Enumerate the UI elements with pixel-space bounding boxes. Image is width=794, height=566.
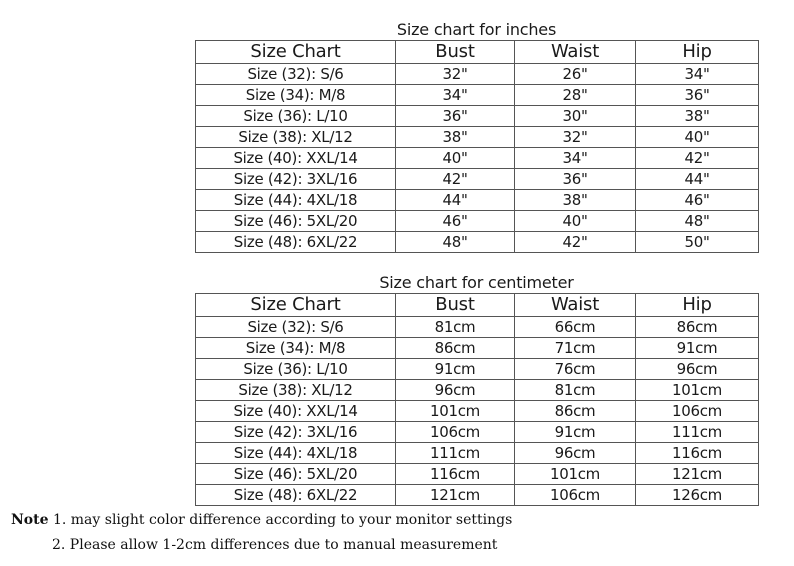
table-row — [196, 85, 759, 106]
header-hip: Hip — [636, 41, 759, 64]
hip-cell: 38" — [636, 106, 759, 127]
waist-cell: 71cm — [515, 338, 636, 359]
table-row — [196, 422, 759, 443]
size-cell: Size (36): L/10 — [196, 359, 396, 380]
bust-cell: 86cm — [396, 338, 515, 359]
waist-cell: 42" — [515, 232, 636, 253]
waist-cell: 66cm — [515, 317, 636, 338]
bust-cell: 48" — [396, 232, 515, 253]
hip-cell: 121cm — [636, 464, 759, 485]
waist-cell: 36" — [515, 169, 636, 190]
waist-cell: 81cm — [515, 380, 636, 401]
table-row — [196, 359, 759, 380]
note-text-1: 1. may slight color difference according to your monitor settings — [52, 512, 513, 528]
waist-cell: 34" — [515, 148, 636, 169]
waist-cell: 76cm — [515, 359, 636, 380]
table-header-row — [196, 294, 759, 317]
hip-cell: 116cm — [636, 443, 759, 464]
size-cell: Size (34): M/8 — [196, 338, 396, 359]
size-cell: Size (48): 6XL/22 — [196, 232, 396, 253]
size-cell: Size (46): 5XL/20 — [196, 464, 396, 485]
centimeter-size-table — [195, 293, 759, 506]
bust-cell: 121cm — [396, 485, 515, 506]
size-cell: Size (42): 3XL/16 — [196, 422, 396, 443]
hip-cell: 91cm — [636, 338, 759, 359]
size-cell: Size (44): 4XL/18 — [196, 190, 396, 211]
bust-cell: 91cm — [396, 359, 515, 380]
bust-cell: 44" — [396, 190, 515, 211]
table-header-row — [196, 41, 759, 64]
waist-cell: 28" — [515, 85, 636, 106]
bust-cell: 40" — [396, 148, 515, 169]
waist-cell: 40" — [515, 211, 636, 232]
table-row — [196, 485, 759, 506]
hip-cell: 86cm — [636, 317, 759, 338]
size-cell: Size (42): 3XL/16 — [196, 169, 396, 190]
header-bust: Bust — [396, 294, 515, 317]
hip-cell: 126cm — [636, 485, 759, 506]
hip-cell: 46" — [636, 190, 759, 211]
size-cell: Size (48): 6XL/22 — [196, 485, 396, 506]
bust-cell: 42" — [396, 169, 515, 190]
table-row — [196, 443, 759, 464]
note-line-2 — [52, 536, 497, 554]
table-row — [196, 338, 759, 359]
table-row — [196, 401, 759, 422]
size-cell: Size (38): XL/12 — [196, 380, 396, 401]
bust-cell: 46" — [396, 211, 515, 232]
bust-cell: 81cm — [396, 317, 515, 338]
bust-cell: 32" — [396, 64, 515, 85]
table-row — [196, 380, 759, 401]
bust-cell: 34" — [396, 85, 515, 106]
table-row — [196, 317, 759, 338]
bust-cell: 36" — [396, 106, 515, 127]
hip-cell: 50" — [636, 232, 759, 253]
size-cell: Size (38): XL/12 — [196, 127, 396, 148]
header-waist: Waist — [515, 294, 636, 317]
hip-cell: 36" — [636, 85, 759, 106]
waist-cell: 96cm — [515, 443, 636, 464]
hip-cell: 106cm — [636, 401, 759, 422]
size-cell: Size (46): 5XL/20 — [196, 211, 396, 232]
waist-cell: 106cm — [515, 485, 636, 506]
size-cell: Size (32): S/6 — [196, 317, 396, 338]
size-cell: Size (40): XXL/14 — [196, 148, 396, 169]
waist-cell: 86cm — [515, 401, 636, 422]
table-row — [196, 169, 759, 190]
waist-cell: 91cm — [515, 422, 636, 443]
size-cell: Size (44): 4XL/18 — [196, 443, 396, 464]
size-cell: Size (36): L/10 — [196, 106, 396, 127]
waist-cell: 30" — [515, 106, 636, 127]
waist-cell: 101cm — [515, 464, 636, 485]
table-row — [196, 190, 759, 211]
header-hip: Hip — [636, 294, 759, 317]
bust-cell: 106cm — [396, 422, 515, 443]
hip-cell: 48" — [636, 211, 759, 232]
note-text-2: 2. Please allow 1-2cm differences due to manual measurement — [52, 537, 498, 553]
hip-cell: 44" — [636, 169, 759, 190]
size-cell: Size (40): XXL/14 — [196, 401, 396, 422]
hip-cell: 101cm — [636, 380, 759, 401]
table-row — [196, 211, 759, 232]
waist-cell: 32" — [515, 127, 636, 148]
centimeter-chart-caption: Size chart for centimeter — [379, 273, 574, 292]
hip-cell: 40" — [636, 127, 759, 148]
hip-cell: 42" — [636, 148, 759, 169]
size-cell: Size (34): M/8 — [196, 85, 396, 106]
hip-cell: 34" — [636, 64, 759, 85]
waist-cell: 38" — [515, 190, 636, 211]
bust-cell: 38" — [396, 127, 515, 148]
note-label: Note — [11, 512, 49, 528]
bust-cell: 96cm — [396, 380, 515, 401]
header-bust: Bust — [396, 41, 515, 64]
table-row — [196, 232, 759, 253]
bust-cell: 111cm — [396, 443, 515, 464]
hip-cell: 111cm — [636, 422, 759, 443]
table-row — [196, 127, 759, 148]
table-row — [196, 148, 759, 169]
note-line-1 — [11, 511, 512, 529]
hip-cell: 96cm — [636, 359, 759, 380]
table-row — [196, 64, 759, 85]
waist-cell: 26" — [515, 64, 636, 85]
header-waist: Waist — [515, 41, 636, 64]
table-row — [196, 464, 759, 485]
header-size-chart: Size Chart — [196, 294, 396, 317]
bust-cell: 116cm — [396, 464, 515, 485]
bust-cell: 101cm — [396, 401, 515, 422]
inches-chart-caption: Size chart for inches — [396, 20, 557, 39]
size-cell: Size (32): S/6 — [196, 64, 396, 85]
table-row — [196, 106, 759, 127]
inches-size-table — [195, 40, 759, 253]
header-size-chart: Size Chart — [196, 41, 396, 64]
